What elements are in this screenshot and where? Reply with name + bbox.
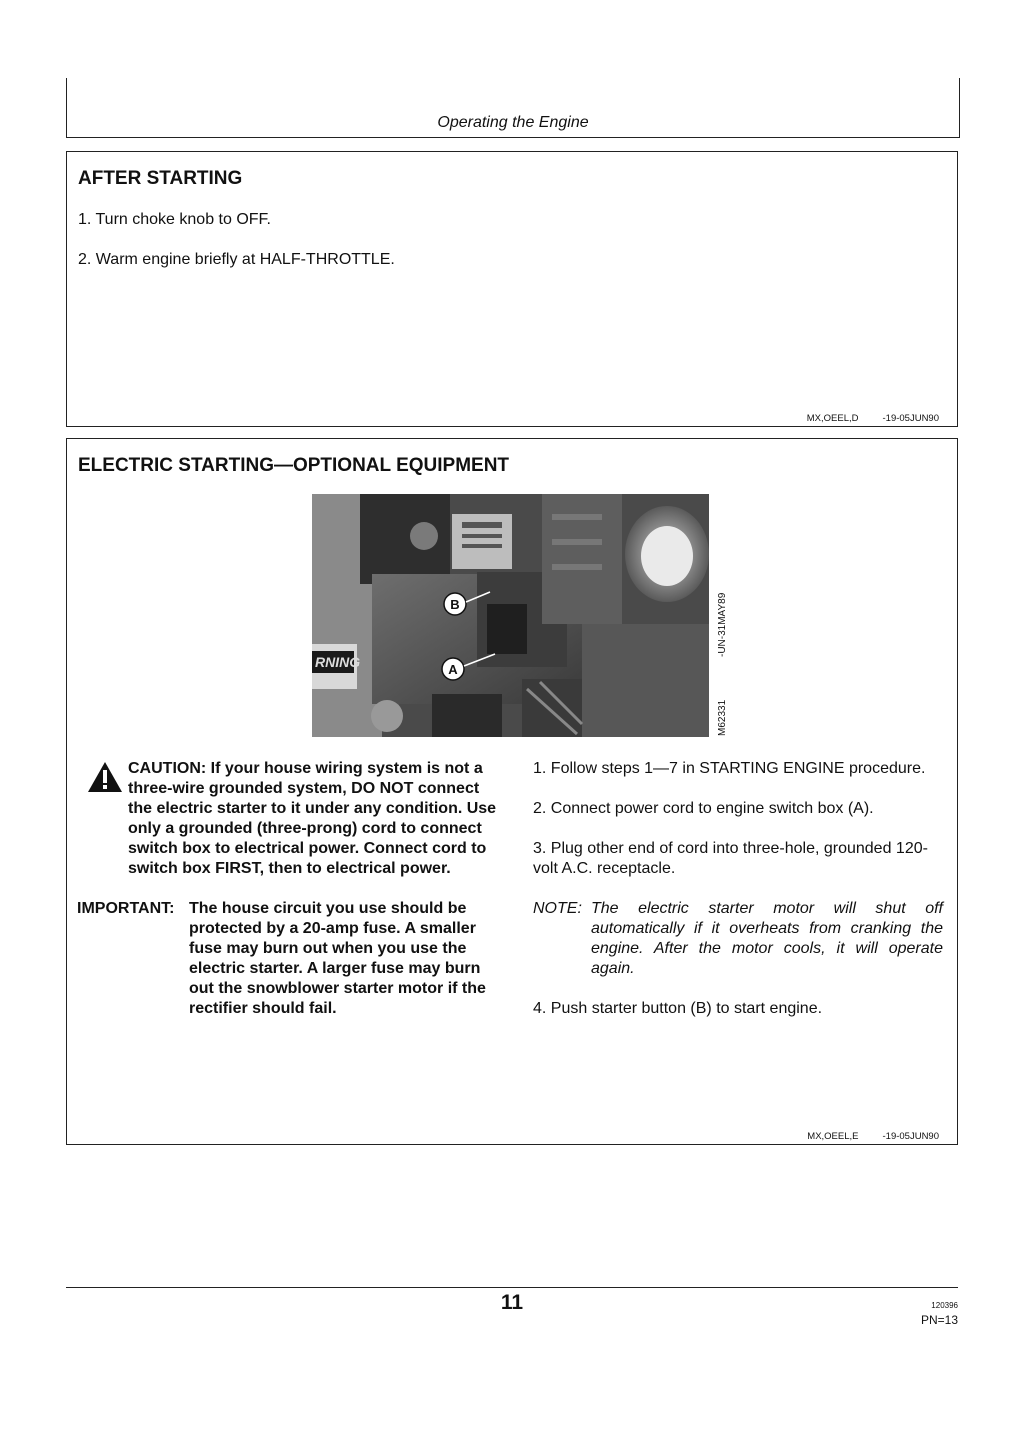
section-header-title: Operating the Engine — [437, 114, 589, 131]
ref-code: MX,OEEL,D — [806, 413, 859, 424]
footer-pn: PN=13 — [920, 1313, 958, 1327]
ref-date: -19-05JUN90 — [882, 1131, 939, 1142]
procedure-step-3: 3. Plug other end of cord into three-hole, grounded 120-volt A.C. receptacle. — [533, 840, 928, 877]
footer-rule — [66, 1287, 958, 1288]
after-starting-step-1: 1. Turn choke knob to OFF. — [78, 211, 271, 228]
engine-switch-box-photo — [312, 494, 709, 737]
procedure-step-1: 1. Follow steps 1—7 in STARTING ENGINE procedure. — [533, 760, 926, 777]
page-header — [66, 78, 960, 138]
callout-a-label: A — [448, 662, 458, 677]
page-number: 11 — [500, 1291, 524, 1314]
important-block — [77, 899, 497, 1019]
photo-sign-text: RNING — [315, 654, 361, 670]
after-starting-title: AFTER STARTING — [78, 168, 243, 189]
ref-date: -19-05JUN90 — [882, 413, 939, 424]
note-block — [533, 899, 943, 979]
photo-id-bottom: M62331 — [717, 699, 728, 736]
procedure-step-4: 4. Push starter button (B) to start engine. — [533, 1000, 823, 1017]
after-starting-step-2: 2. Warm engine briefly at HALF-THROTTLE. — [78, 251, 395, 268]
procedure-column — [533, 759, 943, 1019]
after-starting-section — [66, 151, 958, 427]
important-label: IMPORTANT: — [77, 900, 175, 917]
caution-text: CAUTION: If your house wiring system is not a three-wire grounded system, DO NOT connect the electric starter to it under any condition. Use only a grounded (three-prong) cord to connect switch box to electrical power. Connect cord to switch box FIRST, then to electrical power. — [128, 760, 497, 877]
safety-column — [77, 759, 497, 1019]
procedure-step-2: 2. Connect power cord to engine switch box (A). — [533, 800, 874, 817]
after-starting-ref — [807, 413, 939, 424]
note-text: The electric starter motor will shut off automatically if it overheats from cranking the engine. After the motor cools, it will operate again. — [591, 900, 943, 977]
note-label: NOTE: — [533, 900, 582, 917]
caution-block — [77, 759, 497, 879]
electric-starting-ref — [807, 1131, 939, 1142]
electric-starting-title: ELECTRIC STARTING—OPTIONAL EQUIPMENT — [78, 455, 510, 476]
important-text: The house circuit you use should be protected by a 20-amp fuse. A smaller fuse may burn out when you use the electric starter. A larger fuse may burn out the snowblower starter motor if the rectifier should fail. — [189, 900, 486, 1017]
callout-b-label: B — [450, 597, 460, 612]
footer-doc-code: 120396 — [931, 1301, 958, 1310]
electric-starting-section — [66, 438, 958, 1145]
ref-code: MX,OEEL,E — [807, 1131, 859, 1142]
warning-triangle-icon — [87, 761, 123, 793]
photo-id-top: -UN-31MAY89 — [717, 592, 728, 657]
